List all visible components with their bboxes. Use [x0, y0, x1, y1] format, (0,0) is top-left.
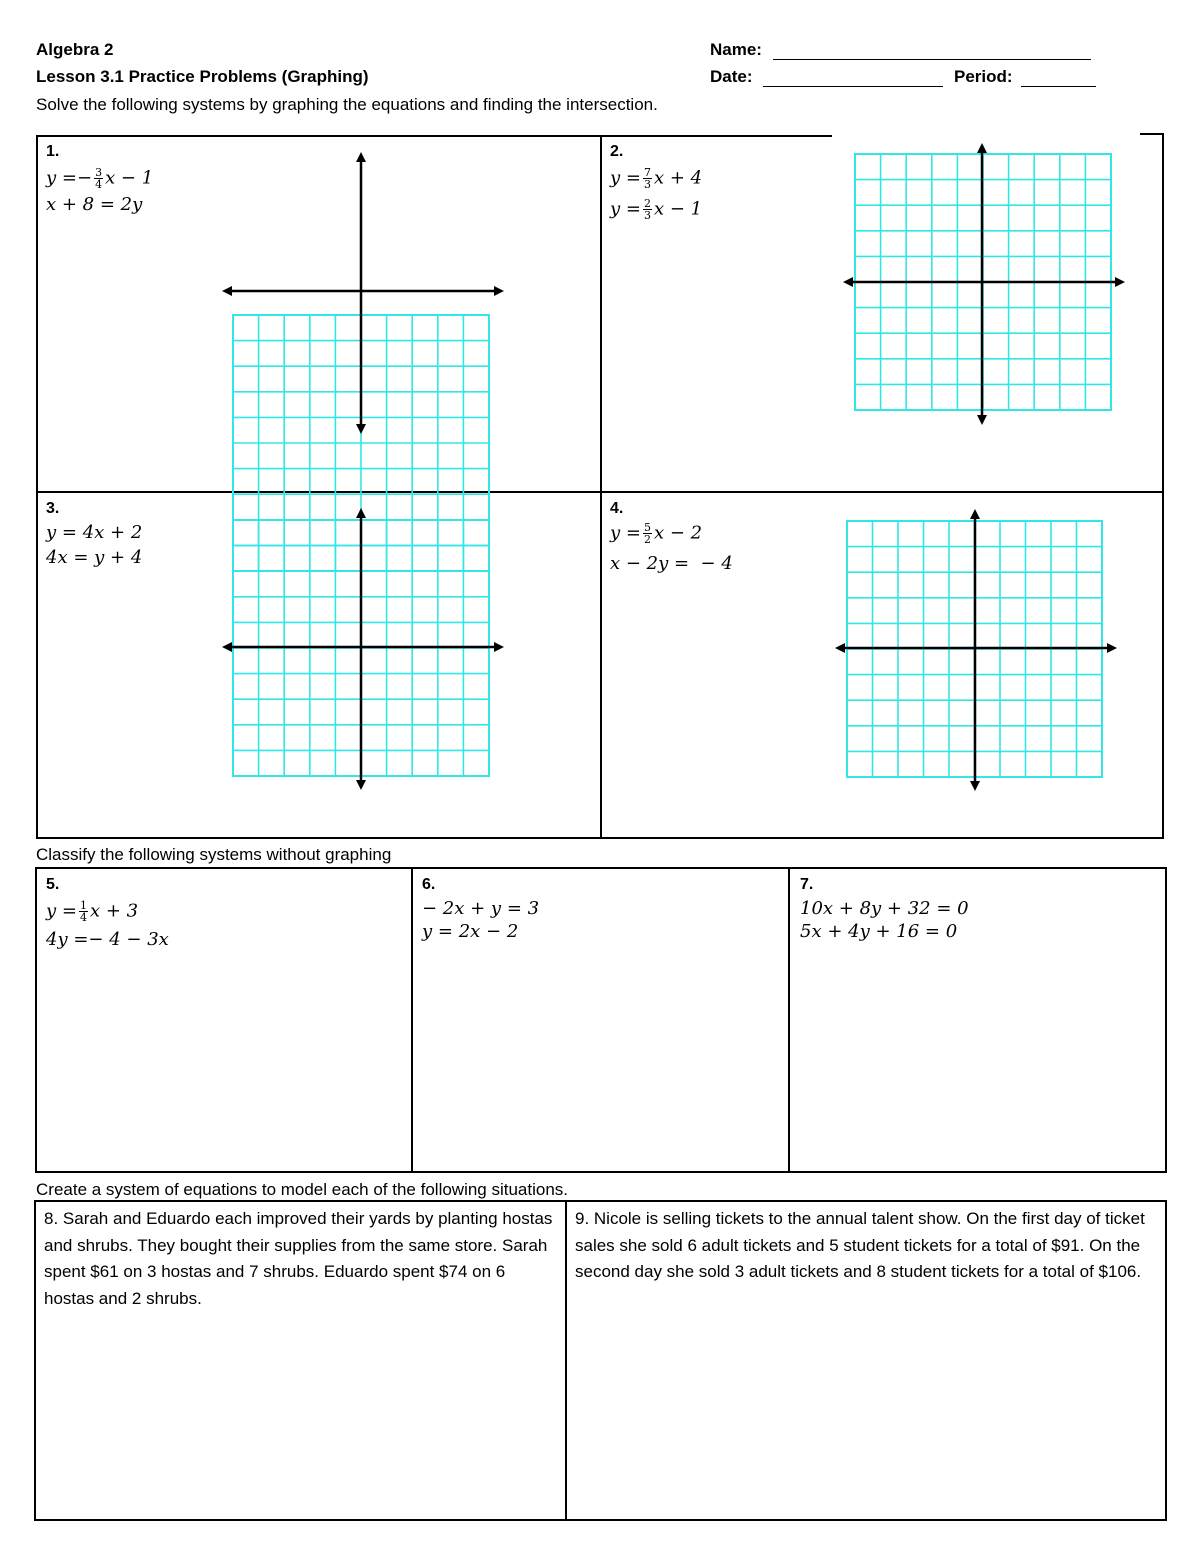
classify-divider-2	[788, 867, 790, 1173]
graph-top-border-left	[36, 135, 832, 137]
eq-rhs: x + 3	[89, 900, 139, 922]
eq-rhs: x − 1	[105, 167, 154, 189]
date-label: Date:	[710, 67, 753, 86]
frac-num: 5	[643, 521, 651, 534]
x-axis-left-arrow	[835, 643, 845, 653]
equation-1	[46, 900, 169, 923]
problem-number: 2.	[610, 143, 624, 160]
frac-num: 1	[79, 899, 87, 912]
x-axis-left-arrow	[843, 277, 853, 287]
y-axis-bottom-arrow	[356, 780, 366, 790]
fraction	[94, 167, 103, 190]
problem-number: 1.	[46, 143, 60, 160]
equation-1	[46, 167, 153, 190]
fraction	[643, 198, 652, 221]
equation-1: − 2x + y = 3	[422, 898, 540, 919]
graph-right-border	[1162, 133, 1164, 839]
eq-rhs: x + 4	[653, 167, 703, 189]
lesson-title: Lesson 3.1 Practice Problems (Graphing)	[36, 67, 369, 86]
model-divider	[565, 1200, 567, 1521]
problem-6	[422, 876, 539, 942]
problem-number: 5.	[46, 876, 60, 893]
equation-1	[610, 167, 702, 190]
y-axis-top-arrow	[970, 509, 980, 519]
problem-2	[610, 143, 702, 221]
equation-2: y = 2x − 2	[422, 921, 519, 942]
frac-num: 7	[643, 166, 651, 179]
x-axis-left-arrow	[222, 642, 232, 652]
x-axis-right-arrow	[1115, 277, 1125, 287]
classify-divider-1	[411, 867, 413, 1173]
problem-number: 4.	[610, 500, 624, 517]
period-field[interactable]	[1021, 68, 1096, 87]
classify-instructions: Classify the following systems without graphing	[36, 845, 392, 864]
problem-9: 9. Nicole is selling tickets to the annual talent show. On the first day of ticket sales she sold 6 adult tickets and 5 student tickets for a total of $91. On the second day she sold 3 adult tickets and 8 student tickets for a total of $106.	[575, 1209, 1145, 1281]
graph-bottom-border	[36, 837, 1164, 839]
eq-lhs: y =−	[46, 167, 93, 189]
eq-lhs: y =	[610, 522, 641, 544]
x-axis-left-arrow	[222, 286, 232, 296]
problem-7	[800, 876, 969, 942]
y-axis-top-arrow	[356, 508, 366, 518]
coordinate-grid-4[interactable]	[835, 509, 1117, 791]
model-instructions: Create a system of equations to model each of the following situations.	[36, 1180, 569, 1199]
name-row	[710, 40, 1091, 60]
problem-3	[46, 500, 142, 568]
equation-1	[610, 522, 733, 545]
equation-2: x − 2y = − 4	[610, 553, 733, 574]
coordinate-grid-2[interactable]	[843, 143, 1125, 425]
frac-num: 3	[95, 166, 103, 179]
problem-4	[610, 500, 733, 574]
y-axis-top-arrow	[977, 143, 987, 153]
problem-8: 8. Sarah and Eduardo each improved their yards by planting hostas and shrubs. They bought their supplies from the same store. Sarah spent $61 on 3 hostas and 7 shrubs. Eduardo spent $74 on 6 hostas and 2 shrubs.	[44, 1209, 553, 1308]
graphing-instructions: Solve the following systems by graphing the equations and finding the intersection.	[36, 95, 658, 114]
equation-1: 10x + 8y + 32 = 0	[800, 898, 969, 919]
eq-rhs: x − 2	[653, 522, 703, 544]
graph-middle-divider	[36, 491, 1164, 493]
problem-number: 7.	[800, 876, 814, 893]
course-title: Algebra 2	[36, 40, 114, 59]
x-axis-right-arrow	[494, 642, 504, 652]
eq-lhs: y =	[46, 900, 77, 922]
problem-5	[46, 876, 169, 950]
equation-2	[610, 198, 702, 221]
y-axis-top-arrow	[356, 152, 366, 162]
frac-num: 2	[643, 197, 651, 210]
x-axis-right-arrow	[1107, 643, 1117, 653]
coordinate-grid-3[interactable]	[222, 508, 504, 790]
name-field[interactable]	[773, 41, 1091, 60]
equation-2: 4y =− 4 − 3x	[46, 929, 169, 950]
graph-left-border	[36, 135, 38, 839]
equation-1: y = 4x + 2	[46, 522, 143, 543]
frac-den: 3	[643, 209, 651, 222]
equation-2: 5x + 4y + 16 = 0	[800, 921, 958, 942]
y-axis-bottom-arrow	[977, 415, 987, 425]
frac-den: 3	[643, 178, 651, 191]
frac-den: 4	[95, 178, 103, 191]
eq-rhs: x − 1	[653, 198, 703, 220]
frac-den: 4	[79, 911, 87, 924]
x-axis-right-arrow	[494, 286, 504, 296]
name-label: Name:	[710, 40, 762, 59]
problem-1	[46, 143, 153, 215]
classify-box	[35, 867, 1167, 1173]
fraction	[643, 522, 652, 545]
date-row	[710, 67, 1096, 87]
eq-lhs: y =	[610, 198, 641, 220]
problem-number: 3.	[46, 500, 60, 517]
equation-2: 4x = y + 4	[46, 547, 143, 568]
y-axis-bottom-arrow	[970, 781, 980, 791]
fraction	[79, 900, 88, 923]
y-axis-bottom-arrow	[356, 424, 366, 434]
graph-center-divider	[600, 135, 602, 839]
fraction	[643, 167, 652, 190]
frac-den: 2	[643, 533, 651, 546]
graph-top-border-right	[1140, 133, 1164, 135]
period-label: Period:	[953, 67, 1013, 86]
eq-lhs: y =	[610, 167, 641, 189]
date-field[interactable]	[763, 68, 943, 87]
coordinate-grid-1[interactable]	[222, 152, 504, 434]
problem-number: 6.	[422, 876, 436, 893]
equation-2: x + 8 = 2y	[46, 194, 143, 215]
